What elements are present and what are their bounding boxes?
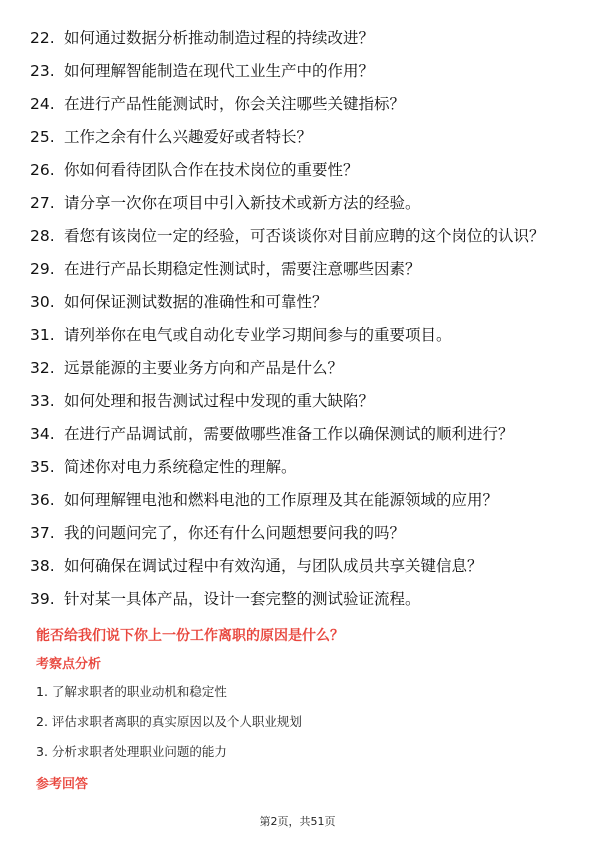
- question-number: 28.: [30, 227, 55, 245]
- question-number: 32.: [30, 359, 55, 377]
- page-footer: 第2页，共51页: [259, 815, 336, 828]
- analysis-point: 2. 评估求职者离职的真实原因以及个人职业规划: [36, 714, 302, 729]
- question-text: 在进行产品调试前，需要做哪些准备工作以确保测试的顺利进行？: [64, 425, 514, 443]
- question-item: [30, 192, 565, 214]
- question-number: 36.: [30, 491, 55, 509]
- question-item: [30, 357, 565, 379]
- question-item: [30, 27, 565, 49]
- question-item: [30, 423, 565, 445]
- question-item: [30, 390, 565, 412]
- question-item: [30, 489, 565, 511]
- question-item: [30, 159, 565, 181]
- question-number: 33.: [30, 392, 55, 410]
- question-item: [30, 60, 565, 82]
- question-number: 39.: [30, 590, 55, 608]
- question-text: 请分享一次你在项目中引入新技术或新方法的经验。: [64, 194, 421, 212]
- reference-answer-heading: 参考回答: [36, 777, 89, 792]
- question-text: 工作之余有什么兴趣爱好或者特长？: [64, 128, 313, 146]
- question-item: [30, 555, 565, 577]
- question-number: 27.: [30, 194, 55, 212]
- question-item: [30, 258, 565, 280]
- question-number: 25.: [30, 128, 55, 146]
- question-list: [30, 27, 565, 621]
- question-number: 26.: [30, 161, 55, 179]
- question-text: 请列举你在电气或自动化专业学习期间参与的重要项目。: [64, 326, 452, 344]
- question-number: 23.: [30, 62, 55, 80]
- question-number: 35.: [30, 458, 55, 476]
- question-item: [30, 291, 565, 313]
- analysis-points: [36, 683, 556, 773]
- question-item: [30, 126, 565, 148]
- analysis-point: 1. 了解求职者的职业动机和稳定性: [36, 684, 227, 699]
- question-item: [30, 588, 565, 610]
- section-question-title: 能否给我们说下你上一份工作离职的原因是什么？: [36, 628, 344, 644]
- question-item: [30, 93, 565, 115]
- question-text: 如何通过数据分析推动制造过程的持续改进？: [64, 29, 375, 47]
- question-number: 29.: [30, 260, 55, 278]
- question-number: 38.: [30, 557, 55, 575]
- question-text: 如何理解智能制造在现代工业生产中的作用？: [64, 62, 375, 80]
- question-number: 37.: [30, 524, 55, 542]
- analysis-point: 3. 分析求职者处理职业问题的能力: [36, 744, 227, 759]
- question-number: 31.: [30, 326, 55, 344]
- question-text: 如何保证测试数据的准确性和可靠性？: [64, 293, 328, 311]
- question-text: 如何理解锂电池和燃料电池的工作原理及其在能源领域的应用？: [64, 491, 499, 509]
- question-number: 24.: [30, 95, 55, 113]
- question-text: 看您有该岗位一定的经验，可否谈谈你对目前应聘的这个岗位的认识？: [64, 227, 545, 245]
- question-item: [30, 225, 565, 247]
- question-text: 简述你对电力系统稳定性的理解。: [64, 458, 297, 476]
- question-item: [30, 324, 565, 346]
- question-number: 22.: [30, 29, 55, 47]
- question-text: 如何处理和报告测试过程中发现的重大缺陷？: [64, 392, 375, 410]
- analysis-heading: 考察点分析: [36, 657, 102, 672]
- question-item: [30, 522, 565, 544]
- question-number: 30.: [30, 293, 55, 311]
- question-item: [30, 456, 565, 478]
- question-text: 如何确保在调试过程中有效沟通，与团队成员共享关键信息？: [64, 557, 483, 575]
- question-number: 34.: [30, 425, 55, 443]
- question-text: 针对某一具体产品，设计一套完整的测试验证流程。: [64, 590, 421, 608]
- question-text: 你如何看待团队合作在技术岗位的重要性？: [64, 161, 359, 179]
- question-text: 在进行产品性能测试时，你会关注哪些关键指标？: [64, 95, 406, 113]
- question-text: 远景能源的主要业务方向和产品是什么？: [64, 359, 344, 377]
- question-text: 我的问题问完了，你还有什么问题想要问我的吗？: [64, 524, 406, 542]
- question-text: 在进行产品长期稳定性测试时，需要注意哪些因素？: [64, 260, 421, 278]
